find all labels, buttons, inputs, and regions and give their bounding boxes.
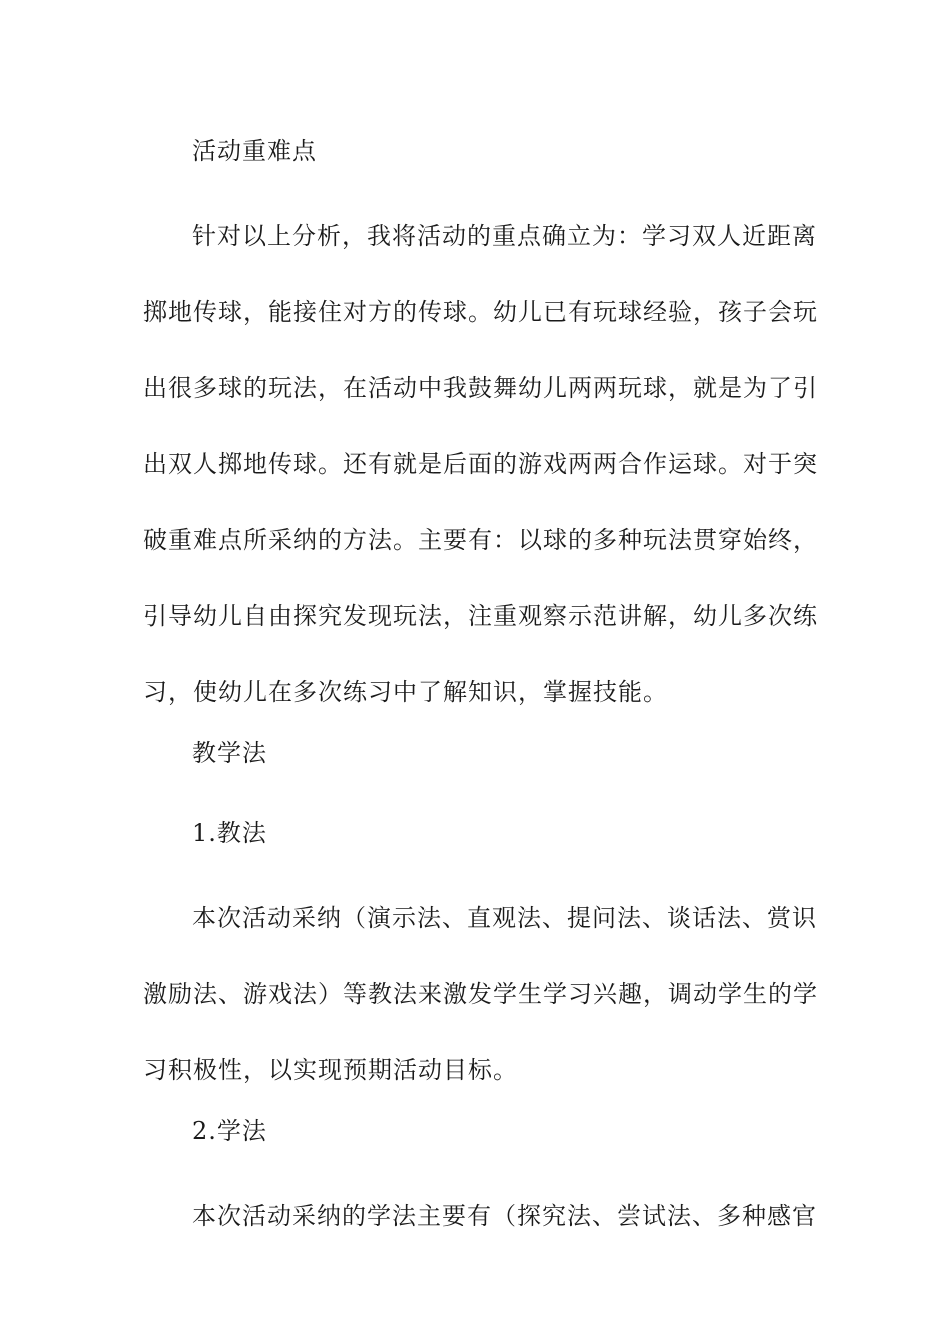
text-line: 引导幼儿自由探究发现玩法，注重观察示范讲解，幼儿多次练 — [143, 602, 818, 630]
paragraph-teaching-approach — [143, 880, 818, 1108]
paragraph-learning-approach — [143, 1178, 817, 1254]
text-line: 出很多球的玩法，在活动中我鼓舞幼儿两两玩球，就是为了引 — [143, 374, 818, 402]
document-page — [143, 128, 818, 1254]
text-line: 针对以上分析，我将活动的重点确立为：学习双人近距离 — [192, 222, 817, 250]
heading-learning-approach: 2.学法 — [192, 1117, 267, 1145]
text-line: 激励法、游戏法）等教法来激发学生学习兴趣，调动学生的学 — [143, 980, 818, 1008]
text-line: 本次活动采纳的学法主要有（探究法、尝试法、多种感官 — [192, 1202, 817, 1230]
heading-teaching-methods: 教学法 — [192, 739, 267, 767]
text-line: 习积极性，以实现预期活动目标。 — [143, 1056, 518, 1084]
text-line: 习，使幼儿在多次练习中了解知识，掌握技能。 — [143, 678, 668, 706]
heading-teaching-approach: 1.教法 — [192, 819, 267, 847]
text-line: 出双人掷地传球。还有就是后面的游戏两两合作运球。对于突 — [143, 450, 818, 478]
paragraph-key-difficulties — [143, 198, 818, 730]
text-line: 掷地传球，能接住对方的传球。幼儿已有玩球经验，孩子会玩 — [143, 298, 818, 326]
text-line: 本次活动采纳（演示法、直观法、提问法、谈话法、赏识 — [192, 904, 817, 932]
text-line: 破重难点所采纳的方法。主要有：以球的多种玩法贯穿始终， — [143, 526, 818, 554]
heading-key-difficulties: 活动重难点 — [192, 137, 317, 165]
